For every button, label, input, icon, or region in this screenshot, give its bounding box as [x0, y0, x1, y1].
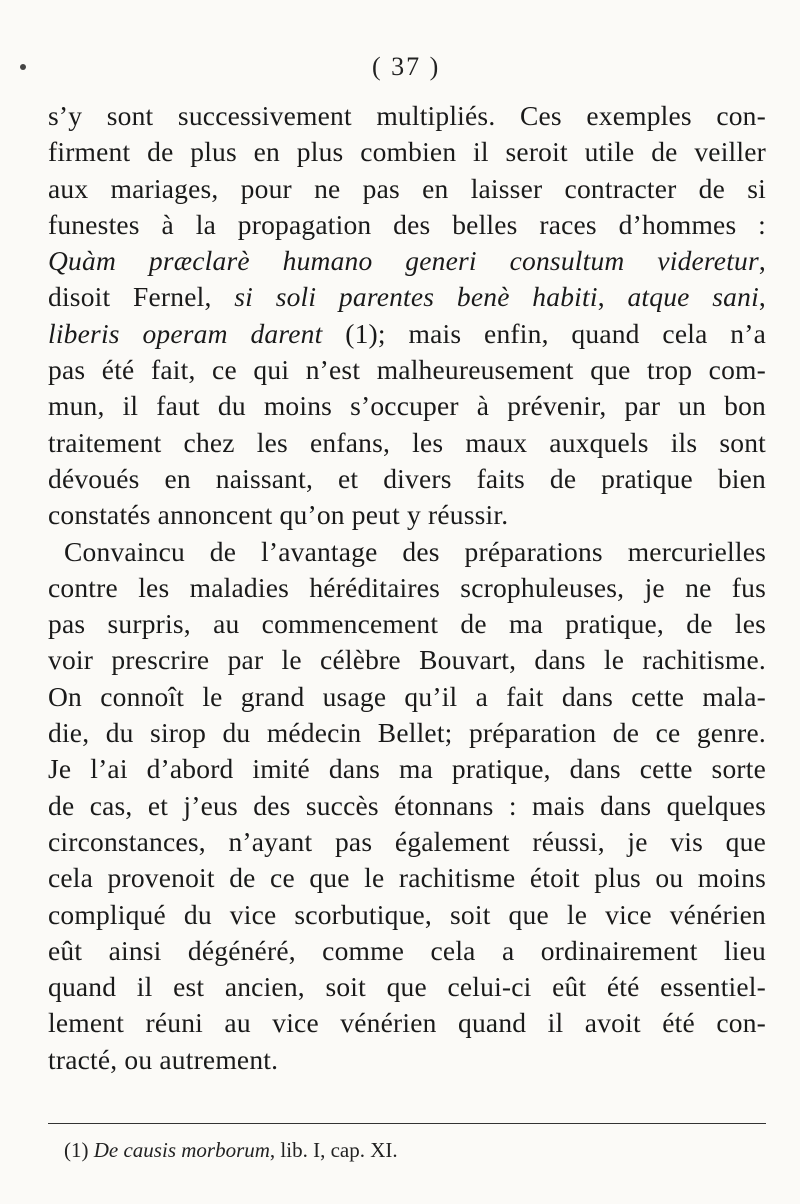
- text-line: [48, 171, 766, 207]
- text-run: traitement chez les enfans, les maux auxquels ils sont: [48, 426, 766, 458]
- text-run: compliqué du vice scorbutique, soit que le vice vénérien: [48, 898, 766, 930]
- text-run: circonstances, n’ayant pas également réussi, je vis que: [48, 825, 766, 857]
- text-run: contre les maladies héréditaires scrophuleuses, je ne fus: [48, 571, 766, 603]
- text-line: [48, 606, 766, 642]
- italic-text: De causis morborum: [93, 1138, 270, 1162]
- text-line: [48, 570, 766, 606]
- text-line: [48, 715, 766, 751]
- text-run: eût ainsi dégénéré, comme cela a ordinairement lieu: [48, 934, 766, 966]
- text-run: pas été fait, ce qui n’est malheureusement que trop com-: [48, 354, 766, 386]
- text-line: [48, 98, 766, 134]
- text-line: [48, 897, 766, 933]
- text-run: disoit Fernel,: [48, 281, 235, 313]
- italic-text: si soli parentes benè habiti: [234, 281, 598, 313]
- text-line: [48, 207, 766, 243]
- text-run: tracté, ou autrement.: [48, 1043, 279, 1075]
- body-text: [48, 98, 766, 1078]
- ink-spot: [20, 64, 26, 70]
- text-line: [48, 679, 766, 715]
- text-run: die, du sirop du médecin Bellet; préparation de ce genre.: [48, 717, 766, 749]
- text-line: [48, 425, 766, 461]
- text-run: voir prescrire par le célèbre Bouvart, dans le rachitisme.: [48, 644, 766, 676]
- text-run: s’y sont successivement multipliés. Ces exemples con-: [48, 100, 766, 131]
- text-run: firment de plus en plus combien il seroit utile de veiller: [48, 136, 766, 168]
- text-run: funestes à la propagation des belles races d’hommes :: [48, 208, 766, 240]
- text-line: [48, 134, 766, 170]
- footnote-divider: [48, 1123, 766, 1124]
- text-run: dévoués en naissant, et divers faits de pratique bien: [48, 462, 766, 494]
- page-number: ( 37 ): [372, 52, 441, 81]
- text-line: [48, 969, 766, 1005]
- text-run: On connoît le grand usage qu’il a fait dans cette mala-: [48, 680, 766, 712]
- text-run: ,: [758, 245, 766, 277]
- text-line: [48, 316, 766, 352]
- text-line: [48, 461, 766, 497]
- text-line: [48, 788, 766, 824]
- text-line: [48, 824, 766, 860]
- text-run: pas surpris, au commencement de ma pratique, de les: [48, 608, 766, 640]
- text-run: (1): [64, 1138, 94, 1162]
- text-run: , lib. I, cap. XI.: [269, 1138, 398, 1162]
- text-run: aux mariages, pour ne pas en laisser contracter de si: [48, 172, 766, 204]
- text-run: de cas, et j’eus des succès étonnans : mais dans quelques: [48, 789, 766, 821]
- text-line: [48, 497, 766, 533]
- text-line: [48, 642, 766, 678]
- text-line: [48, 279, 766, 315]
- text-run: Je l’ai d’abord imité dans ma pratique, dans cette sorte: [48, 753, 766, 785]
- text-line: [48, 1042, 766, 1078]
- text-run: cela provenoit de ce que le rachitisme étoit plus ou moins: [48, 862, 766, 894]
- text-run: lement réuni au vice vénérien quand il avoit été con-: [48, 1007, 766, 1039]
- text-run: ,: [758, 281, 766, 313]
- text-line: [48, 860, 766, 896]
- text-run: constatés annoncent qu’on peut y réussir.: [48, 499, 509, 531]
- footnote: [64, 1136, 398, 1164]
- text-run: quand il est ancien, soit que celui-ci eût été essentiel-: [48, 971, 766, 1003]
- text-run: (1); mais enfin, quand cela n’a: [322, 317, 766, 349]
- text-line: [48, 933, 766, 969]
- text-run: mun, il faut du moins s’occuper à prévenir, par un bon: [48, 390, 766, 422]
- text-line: [48, 751, 766, 787]
- text-line: [48, 1005, 766, 1041]
- italic-text: liberis operam darent: [48, 317, 323, 349]
- text-line: [48, 388, 766, 424]
- italic-text: atque sani: [627, 281, 759, 313]
- italic-text: Quàm præclarè humano generi consultum videretur: [48, 245, 759, 277]
- text-line: [48, 243, 766, 279]
- text-run: ,: [597, 281, 628, 313]
- text-line: [48, 352, 766, 388]
- text-run: Convaincu de l’avantage des préparations mercurielles: [64, 535, 766, 567]
- text-line: [48, 534, 766, 570]
